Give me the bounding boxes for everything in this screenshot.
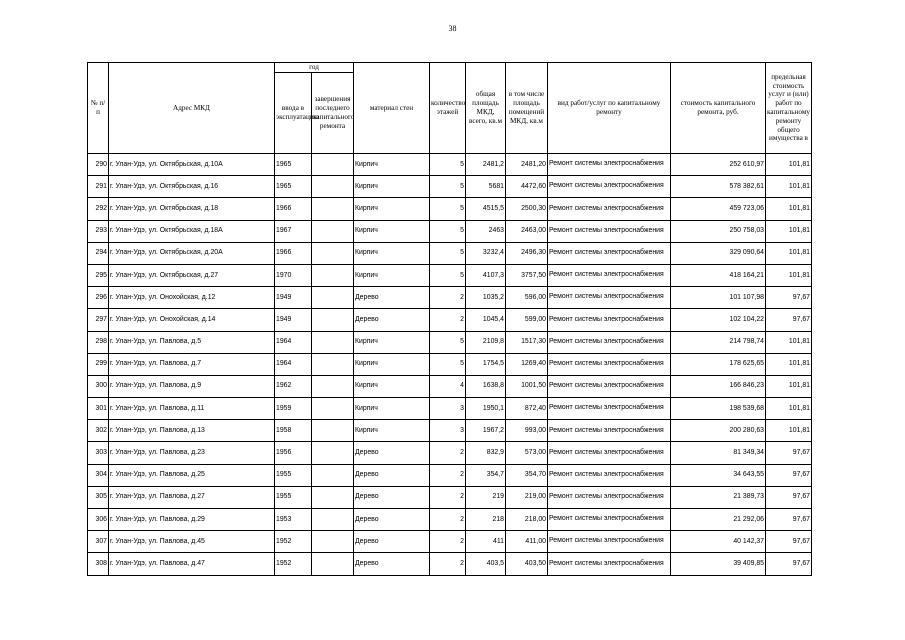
row-work-type: Ремонт системы электроснабжения — [548, 531, 671, 553]
row-year-repair — [312, 198, 354, 220]
row-number: 308 — [88, 553, 109, 575]
row-wall-material: Дерево — [354, 442, 430, 464]
row-cost: 418 164,21 — [671, 264, 766, 286]
header-work-type: вид работ/услуг по капитальному ремонту — [548, 63, 671, 154]
row-address: г. Улан-Удэ, ул. Павлова, д.11 — [109, 398, 275, 420]
row-limit-cost: 101,81 — [766, 220, 812, 242]
row-total-area: 3232,4 — [466, 242, 506, 264]
row-address: г. Улан-Удэ, ул. Павлова, д.5 — [109, 331, 275, 353]
row-wall-material: Кирпич — [354, 220, 430, 242]
row-wall-material: Кирпич — [354, 331, 430, 353]
row-total-area: 1035,2 — [466, 287, 506, 309]
row-address: г. Улан-Удэ, ул. Павлова, д.25 — [109, 464, 275, 486]
row-year-built: 1949 — [275, 309, 312, 331]
row-wall-material: Дерево — [354, 531, 430, 553]
row-number: 293 — [88, 220, 109, 242]
row-living-area: 2500,30 — [506, 198, 548, 220]
header-floors: количество этажей — [430, 63, 466, 154]
row-wall-material: Дерево — [354, 309, 430, 331]
header-total-area: общая площадь МКД, всего, кв.м — [466, 63, 506, 154]
table-row — [88, 398, 812, 420]
row-floors: 5 — [430, 198, 466, 220]
row-wall-material: Кирпич — [354, 154, 430, 176]
row-living-area: 599,00 — [506, 309, 548, 331]
row-year-repair — [312, 531, 354, 553]
row-number: 305 — [88, 486, 109, 508]
row-cost: 34 643,55 — [671, 464, 766, 486]
row-floors: 5 — [430, 154, 466, 176]
table-row — [88, 242, 812, 264]
row-limit-cost: 101,81 — [766, 353, 812, 375]
row-address: г. Улан-Удэ, ул. Павлова, д.27 — [109, 486, 275, 508]
row-wall-material: Кирпич — [354, 176, 430, 198]
header-year-group: год — [275, 63, 354, 73]
row-number: 303 — [88, 442, 109, 464]
row-number: 296 — [88, 287, 109, 309]
row-wall-material: Кирпич — [354, 375, 430, 397]
row-year-repair — [312, 486, 354, 508]
row-year-repair — [312, 264, 354, 286]
row-year-built: 1959 — [275, 398, 312, 420]
row-limit-cost: 101,81 — [766, 242, 812, 264]
row-number: 300 — [88, 375, 109, 397]
row-number: 294 — [88, 242, 109, 264]
row-wall-material: Кирпич — [354, 420, 430, 442]
row-limit-cost: 97,67 — [766, 442, 812, 464]
row-address: г. Улан-Удэ, ул. Павлова, д.29 — [109, 509, 275, 531]
table-header — [88, 63, 812, 154]
table-row — [88, 176, 812, 198]
row-cost: 578 382,61 — [671, 176, 766, 198]
row-address: г. Улан-Удэ, ул. Павлова, д.23 — [109, 442, 275, 464]
row-address: г. Улан-Удэ, ул. Октябрьская, д.18А — [109, 220, 275, 242]
row-floors: 2 — [430, 553, 466, 575]
row-cost: 329 090,64 — [671, 242, 766, 264]
row-living-area: 1517,30 — [506, 331, 548, 353]
row-year-built: 1965 — [275, 176, 312, 198]
row-number: 295 — [88, 264, 109, 286]
row-number: 291 — [88, 176, 109, 198]
row-total-area: 832,9 — [466, 442, 506, 464]
row-year-repair — [312, 553, 354, 575]
row-living-area: 219,00 — [506, 486, 548, 508]
table-row — [88, 287, 812, 309]
row-living-area: 872,40 — [506, 398, 548, 420]
table-row — [88, 531, 812, 553]
row-total-area: 219 — [466, 486, 506, 508]
row-limit-cost: 101,81 — [766, 420, 812, 442]
row-cost: 166 846,23 — [671, 375, 766, 397]
row-cost: 250 758,03 — [671, 220, 766, 242]
row-limit-cost: 101,81 — [766, 176, 812, 198]
row-year-repair — [312, 353, 354, 375]
row-cost: 178 625,65 — [671, 353, 766, 375]
row-wall-material: Дерево — [354, 553, 430, 575]
table-row — [88, 509, 812, 531]
row-work-type: Ремонт системы электроснабжения — [548, 331, 671, 353]
row-year-repair — [312, 398, 354, 420]
row-total-area: 4107,3 — [466, 264, 506, 286]
row-total-area: 1638,8 — [466, 375, 506, 397]
row-limit-cost: 97,67 — [766, 553, 812, 575]
row-wall-material: Дерево — [354, 287, 430, 309]
row-limit-cost: 97,67 — [766, 531, 812, 553]
row-number: 299 — [88, 353, 109, 375]
table-row — [88, 220, 812, 242]
row-wall-material: Кирпич — [354, 398, 430, 420]
row-living-area: 403,50 — [506, 553, 548, 575]
row-number: 298 — [88, 331, 109, 353]
row-year-built: 1952 — [275, 531, 312, 553]
row-year-built: 1966 — [275, 198, 312, 220]
row-living-area: 4472,60 — [506, 176, 548, 198]
row-work-type: Ремонт системы электроснабжения — [548, 287, 671, 309]
row-living-area: 354,70 — [506, 464, 548, 486]
row-wall-material: Дерево — [354, 486, 430, 508]
row-total-area: 403,5 — [466, 553, 506, 575]
row-limit-cost: 97,67 — [766, 509, 812, 531]
row-total-area: 218 — [466, 509, 506, 531]
row-year-built: 1962 — [275, 375, 312, 397]
row-floors: 2 — [430, 309, 466, 331]
row-living-area: 218,00 — [506, 509, 548, 531]
row-address: г. Улан-Удэ, ул. Павлова, д.13 — [109, 420, 275, 442]
table-row — [88, 264, 812, 286]
row-year-repair — [312, 309, 354, 331]
row-floors: 2 — [430, 442, 466, 464]
row-total-area: 5681 — [466, 176, 506, 198]
header-num: № п/п — [88, 63, 109, 154]
row-year-built: 1953 — [275, 509, 312, 531]
row-address: г. Улан-Удэ, ул. Октябрьская, д.20А — [109, 242, 275, 264]
row-living-area: 1269,40 — [506, 353, 548, 375]
row-wall-material: Дерево — [354, 509, 430, 531]
row-address: г. Улан-Удэ, ул. Павлова, д.7 — [109, 353, 275, 375]
row-year-repair — [312, 509, 354, 531]
row-number: 290 — [88, 154, 109, 176]
row-year-built: 1967 — [275, 220, 312, 242]
row-number: 302 — [88, 420, 109, 442]
row-work-type: Ремонт системы электроснабжения — [548, 442, 671, 464]
row-cost: 214 798,74 — [671, 331, 766, 353]
table-row — [88, 486, 812, 508]
row-limit-cost: 97,67 — [766, 464, 812, 486]
row-year-repair — [312, 375, 354, 397]
row-floors: 5 — [430, 264, 466, 286]
row-limit-cost: 101,81 — [766, 398, 812, 420]
row-work-type: Ремонт системы электроснабжения — [548, 198, 671, 220]
row-work-type: Ремонт системы электроснабжения — [548, 242, 671, 264]
row-number: 306 — [88, 509, 109, 531]
row-limit-cost: 97,67 — [766, 309, 812, 331]
row-year-built: 1966 — [275, 242, 312, 264]
row-cost: 39 409,85 — [671, 553, 766, 575]
row-total-area: 1950,1 — [466, 398, 506, 420]
row-work-type: Ремонт системы электроснабжения — [548, 398, 671, 420]
row-wall-material: Дерево — [354, 464, 430, 486]
row-cost: 21 292,06 — [671, 509, 766, 531]
row-living-area: 2496,30 — [506, 242, 548, 264]
row-limit-cost: 101,81 — [766, 154, 812, 176]
header-living-area: в том числе площадь помещений МКД, кв.м — [506, 63, 548, 154]
row-work-type: Ремонт системы электроснабжения — [548, 509, 671, 531]
row-work-type: Ремонт системы электроснабжения — [548, 353, 671, 375]
row-cost: 101 107,98 — [671, 287, 766, 309]
row-work-type: Ремонт системы электроснабжения — [548, 553, 671, 575]
row-cost: 102 104,22 — [671, 309, 766, 331]
row-floors: 5 — [430, 242, 466, 264]
row-work-type: Ремонт системы электроснабжения — [548, 176, 671, 198]
row-work-type: Ремонт системы электроснабжения — [548, 420, 671, 442]
row-limit-cost: 101,81 — [766, 375, 812, 397]
row-number: 292 — [88, 198, 109, 220]
row-cost: 200 280,63 — [671, 420, 766, 442]
row-cost: 21 389,73 — [671, 486, 766, 508]
row-number: 307 — [88, 531, 109, 553]
row-address: г. Улан-Удэ, ул. Октябрьская, д.10А — [109, 154, 275, 176]
row-number: 304 — [88, 464, 109, 486]
row-total-area: 1045,4 — [466, 309, 506, 331]
table-row — [88, 375, 812, 397]
row-work-type: Ремонт системы электроснабжения — [548, 309, 671, 331]
row-wall-material: Кирпич — [354, 353, 430, 375]
row-year-built: 1958 — [275, 420, 312, 442]
row-address: г. Улан-Удэ, ул. Октябрьская, д.18 — [109, 198, 275, 220]
row-address: г. Улан-Удэ, ул. Октябрьская, д.27 — [109, 264, 275, 286]
row-total-area: 2481,2 — [466, 154, 506, 176]
row-work-type: Ремонт системы электроснабжения — [548, 264, 671, 286]
header-address: Адрес МКД — [109, 63, 275, 154]
header-year-last-repair: завершения последнего капитального ремонта — [312, 73, 354, 154]
row-year-built: 1970 — [275, 264, 312, 286]
row-address: г. Улан-Удэ, ул. Павлова, д.47 — [109, 553, 275, 575]
row-year-built: 1956 — [275, 442, 312, 464]
row-living-area: 1001,50 — [506, 375, 548, 397]
row-work-type: Ремонт системы электроснабжения — [548, 464, 671, 486]
row-total-area: 354,7 — [466, 464, 506, 486]
row-year-built: 1964 — [275, 353, 312, 375]
row-work-type: Ремонт системы электроснабжения — [548, 220, 671, 242]
row-year-built: 1955 — [275, 464, 312, 486]
row-floors: 5 — [430, 353, 466, 375]
row-living-area: 573,00 — [506, 442, 548, 464]
table-row — [88, 420, 812, 442]
row-floors: 5 — [430, 176, 466, 198]
row-wall-material: Кирпич — [354, 264, 430, 286]
row-total-area: 2463 — [466, 220, 506, 242]
row-cost: 40 142,37 — [671, 531, 766, 553]
row-address: г. Улан-Удэ, ул. Павлова, д.45 — [109, 531, 275, 553]
row-wall-material: Кирпич — [354, 242, 430, 264]
row-year-built: 1965 — [275, 154, 312, 176]
row-total-area: 1967,2 — [466, 420, 506, 442]
row-floors: 5 — [430, 331, 466, 353]
table-row — [88, 331, 812, 353]
row-living-area: 411,00 — [506, 531, 548, 553]
row-year-repair — [312, 287, 354, 309]
row-year-built: 1949 — [275, 287, 312, 309]
row-year-repair — [312, 331, 354, 353]
row-year-repair — [312, 154, 354, 176]
row-floors: 3 — [430, 398, 466, 420]
header-limit-cost: предельная стоимость услуг и (или) работ по капитальному ремонту общего имущества в — [766, 63, 812, 154]
row-living-area: 2481,20 — [506, 154, 548, 176]
header-wall-material: материал стен — [354, 63, 430, 154]
row-total-area: 411 — [466, 531, 506, 553]
row-year-built: 1964 — [275, 331, 312, 353]
row-limit-cost: 101,81 — [766, 198, 812, 220]
row-year-repair — [312, 420, 354, 442]
row-floors: 2 — [430, 287, 466, 309]
row-number: 301 — [88, 398, 109, 420]
row-living-area: 2463,00 — [506, 220, 548, 242]
row-floors: 2 — [430, 509, 466, 531]
row-year-repair — [312, 220, 354, 242]
table-row — [88, 353, 812, 375]
row-living-area: 596,00 — [506, 287, 548, 309]
table-body — [88, 154, 812, 576]
row-address: г. Улан-Удэ, ул. Онохойская, д.12 — [109, 287, 275, 309]
row-work-type: Ремонт системы электроснабжения — [548, 375, 671, 397]
row-cost: 252 610,97 — [671, 154, 766, 176]
table-row — [88, 309, 812, 331]
row-address: г. Улан-Удэ, ул. Онохойская, д.14 — [109, 309, 275, 331]
row-year-repair — [312, 176, 354, 198]
row-cost: 81 349,34 — [671, 442, 766, 464]
row-total-area: 1754,5 — [466, 353, 506, 375]
row-year-built: 1952 — [275, 553, 312, 575]
row-floors: 2 — [430, 464, 466, 486]
row-limit-cost: 101,81 — [766, 331, 812, 353]
row-total-area: 2109,8 — [466, 331, 506, 353]
row-living-area: 993,00 — [506, 420, 548, 442]
row-limit-cost: 97,67 — [766, 486, 812, 508]
row-work-type: Ремонт системы электроснабжения — [548, 486, 671, 508]
table-row — [88, 198, 812, 220]
row-cost: 459 723,06 — [671, 198, 766, 220]
table-row — [88, 442, 812, 464]
row-total-area: 4515,5 — [466, 198, 506, 220]
row-address: г. Улан-Удэ, ул. Павлова, д.9 — [109, 375, 275, 397]
row-floors: 4 — [430, 375, 466, 397]
row-living-area: 3757,50 — [506, 264, 548, 286]
row-limit-cost: 97,67 — [766, 287, 812, 309]
row-year-repair — [312, 242, 354, 264]
row-year-repair — [312, 464, 354, 486]
row-wall-material: Кирпич — [354, 198, 430, 220]
row-limit-cost: 101,81 — [766, 264, 812, 286]
repair-register-table — [87, 62, 812, 576]
row-floors: 2 — [430, 531, 466, 553]
table-row — [88, 154, 812, 176]
table-row — [88, 464, 812, 486]
row-floors: 5 — [430, 220, 466, 242]
row-year-repair — [312, 442, 354, 464]
table-row — [88, 553, 812, 575]
row-work-type: Ремонт системы электроснабжения — [548, 154, 671, 176]
page-number: 38 — [448, 24, 457, 33]
header-cost: стоимость капитального ремонта, руб. — [671, 63, 766, 154]
row-floors: 2 — [430, 486, 466, 508]
row-floors: 3 — [430, 420, 466, 442]
row-address: г. Улан-Удэ, ул. Октябрьская, д.16 — [109, 176, 275, 198]
row-number: 297 — [88, 309, 109, 331]
row-cost: 198 539,68 — [671, 398, 766, 420]
row-year-built: 1955 — [275, 486, 312, 508]
header-year-commission: ввода в эксплуатацию — [275, 73, 312, 154]
